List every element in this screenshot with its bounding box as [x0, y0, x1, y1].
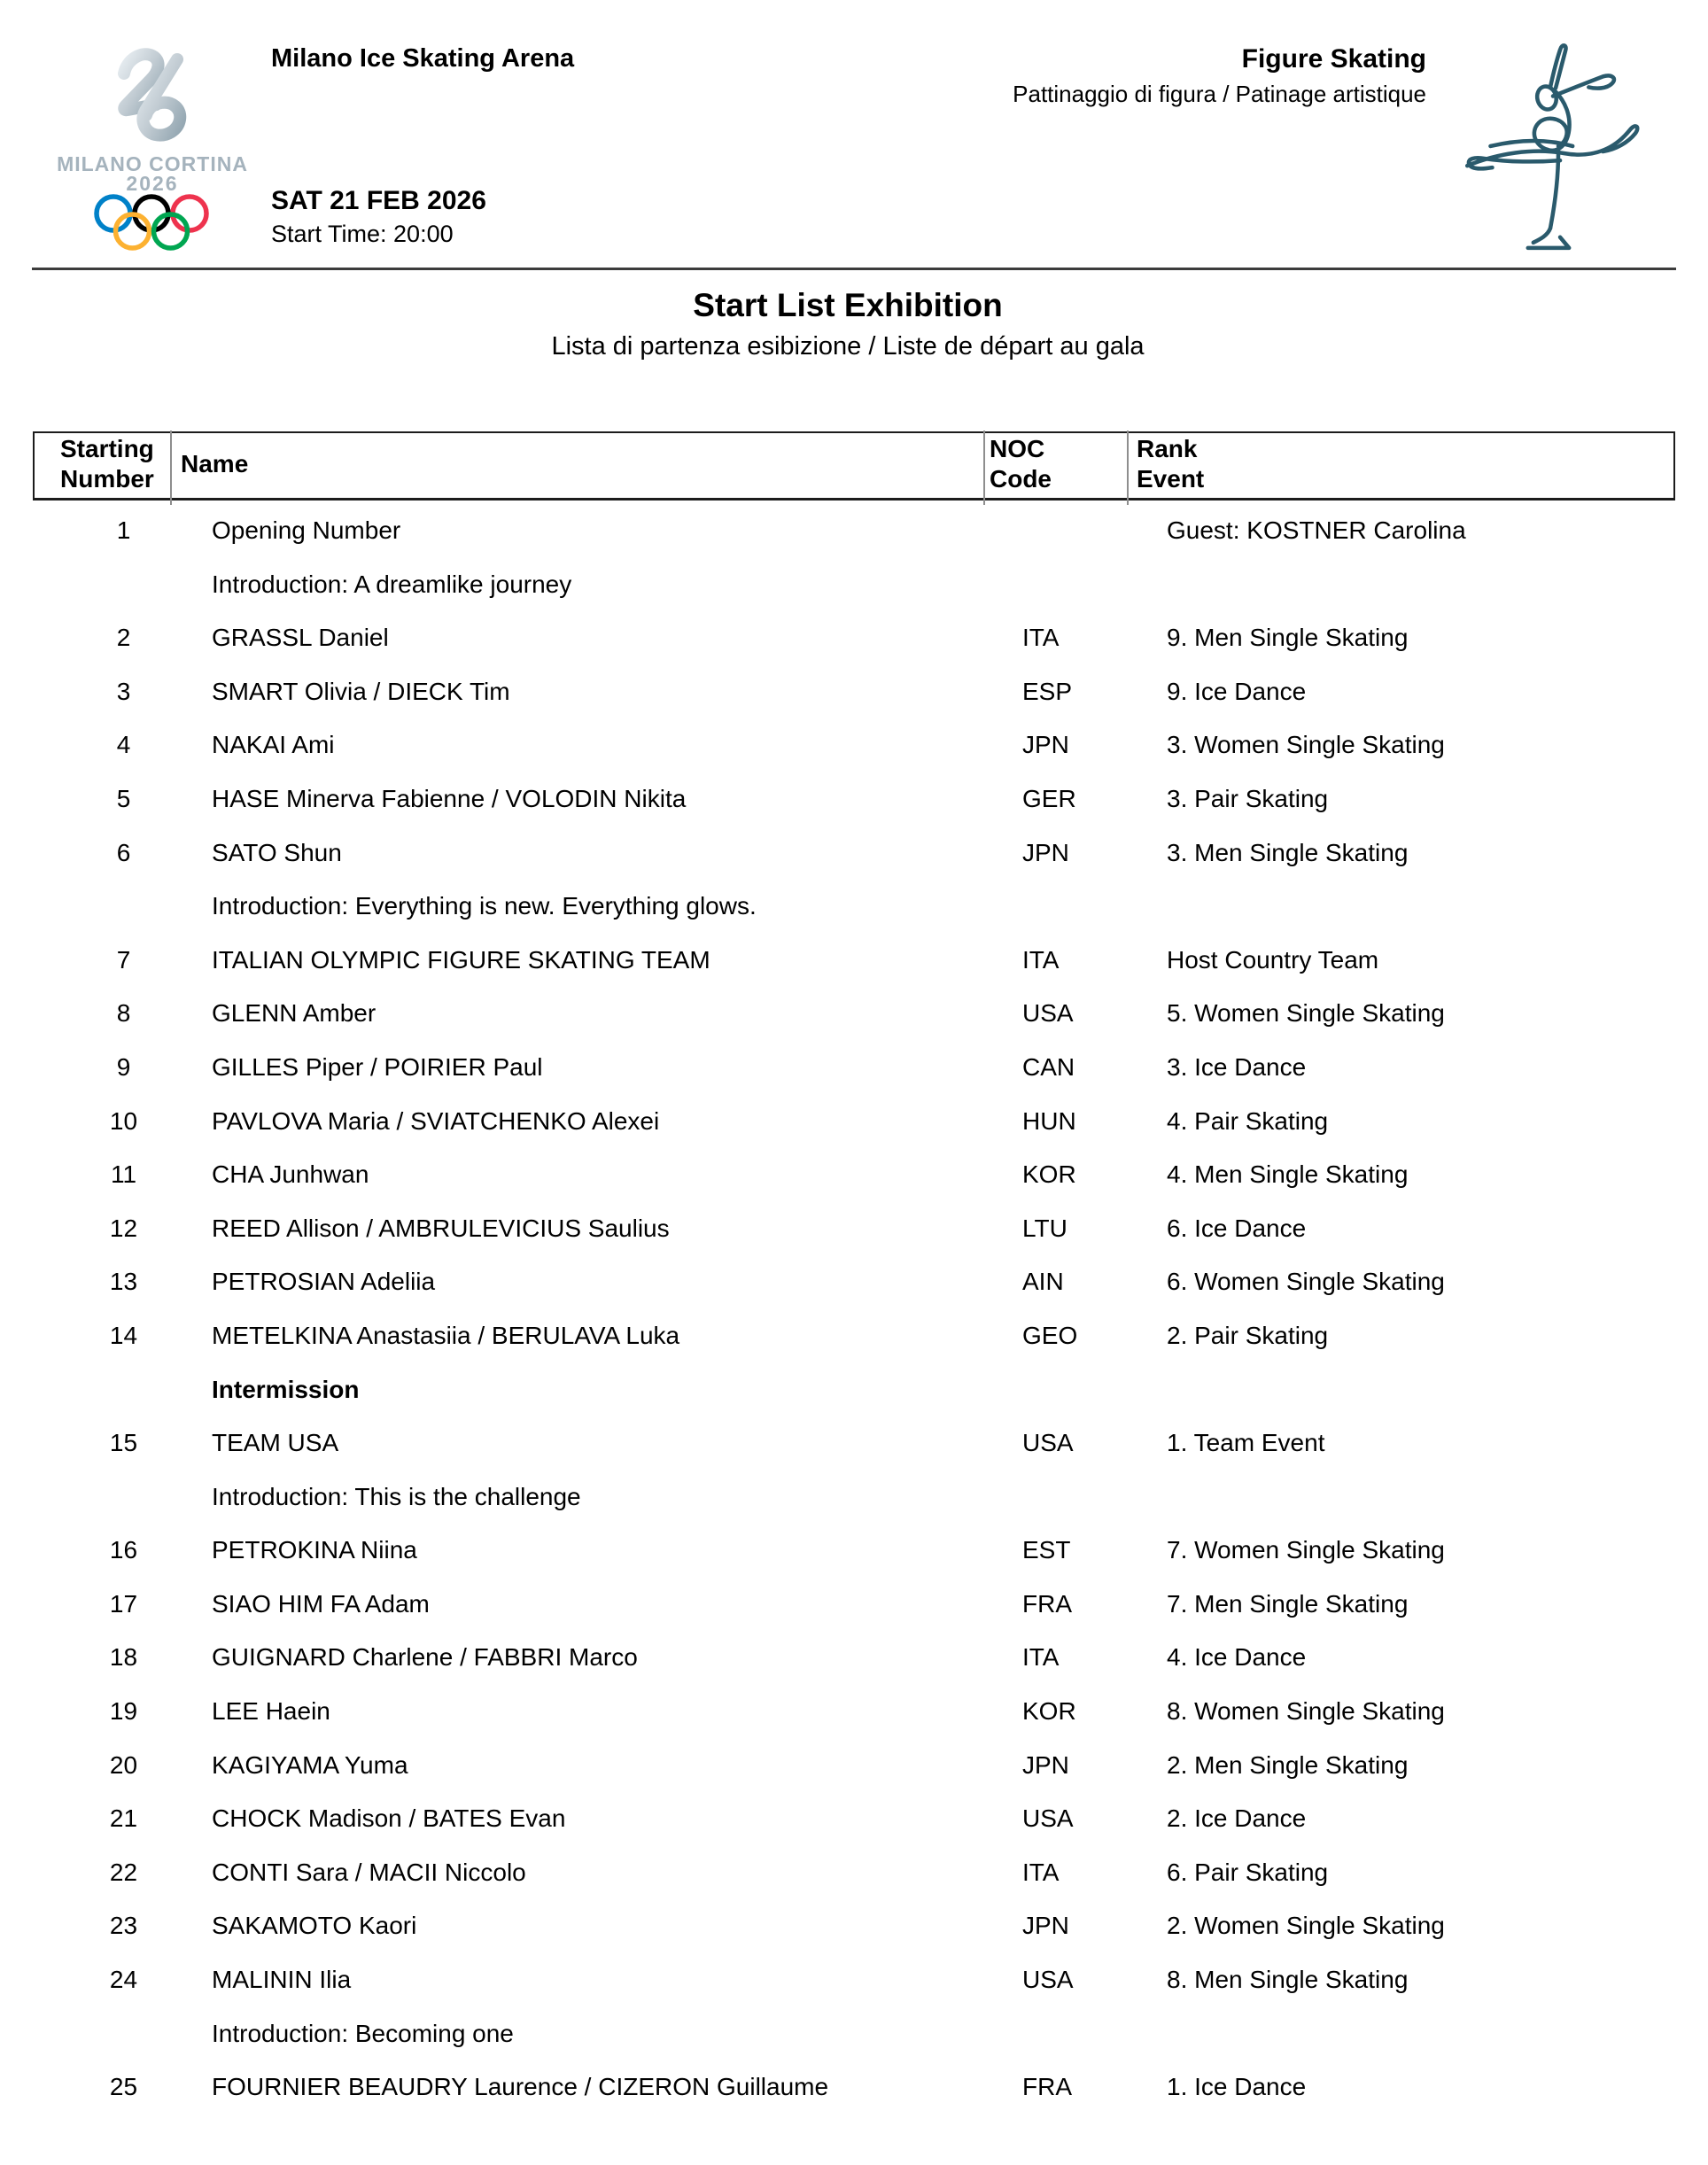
header-divider-rule	[32, 268, 1676, 270]
note-row	[33, 891, 1675, 945]
column-header-noc-code	[990, 434, 1052, 494]
name-cell: REED Allison / AMBRULEVICIUS Saulius	[212, 1214, 670, 1242]
rank-event-cell: 7. Women Single Skating	[1167, 1536, 1445, 1564]
starting-number-cell: 7	[116, 945, 131, 974]
starting-number-cell: 5	[116, 784, 131, 812]
noc-code-cell: KOR	[1022, 1160, 1076, 1189]
rank-event-cell: 3. Men Single Skating	[1167, 838, 1409, 866]
note-row	[33, 2019, 1675, 2073]
start-time: Start Time: 20:00	[271, 221, 454, 247]
name-cell: CONTI Sara / MACII Niccolo	[212, 1858, 526, 1886]
noc-code-cell: ITA	[1022, 945, 1060, 974]
name-cell: Introduction: This is the challenge	[212, 1482, 581, 1510]
column-header-line: Code	[990, 465, 1052, 493]
document-subtitle: Lista di partenza esibizione / Liste de départ au gala	[551, 332, 1145, 361]
table-row	[33, 1750, 1675, 1804]
starting-number-cell: 2	[116, 624, 131, 652]
noc-code-cell: CAN	[1022, 1052, 1075, 1081]
name-cell: Introduction: A dreamlike journey	[212, 570, 572, 598]
table-row	[33, 1428, 1675, 1482]
noc-code-cell: JPN	[1022, 731, 1069, 759]
noc-code-cell: AIN	[1022, 1268, 1064, 1296]
starting-number-cell: 14	[109, 1321, 138, 1349]
column-header-line: Number	[60, 465, 154, 493]
figure-skater-icon	[1458, 39, 1646, 262]
column-header-rank-event	[1137, 434, 1204, 494]
table-row	[33, 998, 1675, 1052]
table-row	[33, 1214, 1675, 1268]
starting-number-cell: 12	[109, 1214, 138, 1242]
starting-number-cell: 19	[109, 1697, 138, 1726]
name-cell: PAVLOVA Maria / SVIATCHENKO Alexei	[212, 1106, 660, 1135]
starting-number-cell: 20	[109, 1750, 138, 1779]
table-row	[33, 1267, 1675, 1321]
noc-code-cell: HUN	[1022, 1106, 1076, 1135]
starting-number-cell: 13	[109, 1268, 138, 1296]
discipline-title: Figure Skating	[1241, 44, 1426, 74]
name-cell: MALININ Ilia	[212, 1966, 352, 1994]
name-cell: SATO Shun	[212, 838, 342, 866]
noc-code-cell: GER	[1022, 784, 1076, 812]
name-cell: METELKINA Anastasiia / BERULAVA Luka	[212, 1321, 680, 1349]
starting-number-cell: 25	[109, 2073, 138, 2101]
column-header-line: Event	[1137, 465, 1205, 493]
starting-number-cell: 4	[116, 731, 131, 759]
table-row	[33, 1804, 1675, 1858]
milano-cortina-wordmark: MILANO CORTINA	[57, 152, 248, 175]
table-row	[33, 838, 1675, 892]
noc-code-cell: JPN	[1022, 1750, 1069, 1779]
noc-code-cell: ITA	[1022, 624, 1060, 652]
document-title: Start List Exhibition	[693, 287, 1003, 323]
starting-number-cell: 15	[109, 1429, 138, 1457]
noc-code-cell: JPN	[1022, 1912, 1069, 1940]
starting-number-cell: 17	[109, 1589, 138, 1618]
table-row	[33, 1642, 1675, 1696]
rank-event-cell: 2. Ice Dance	[1167, 1804, 1307, 1833]
starting-number-cell: 11	[110, 1160, 137, 1189]
rank-event-cell: 3. Ice Dance	[1167, 1052, 1307, 1081]
note-row	[33, 570, 1675, 624]
name-cell: TEAM USA	[212, 1429, 339, 1457]
name-cell: KAGIYAMA Yuma	[212, 1750, 408, 1779]
column-header-line: Rank	[1137, 435, 1198, 462]
noc-code-cell: ITA	[1022, 1643, 1060, 1672]
noc-code-cell: USA	[1022, 1966, 1074, 1994]
column-header-line: NOC	[990, 435, 1045, 462]
rank-event-cell: 3. Women Single Skating	[1167, 731, 1445, 759]
rank-event-cell: 6. Ice Dance	[1167, 1214, 1307, 1242]
table-row	[33, 2072, 1675, 2126]
rank-event-cell: 4. Ice Dance	[1167, 1643, 1307, 1672]
starting-number-cell: 6	[116, 838, 131, 866]
name-cell: PETROSIAN Adeliia	[212, 1268, 436, 1296]
name-cell: Opening Number	[212, 516, 401, 544]
rank-event-cell: 1. Team Event	[1167, 1429, 1325, 1457]
noc-code-cell: GEO	[1022, 1321, 1078, 1349]
rank-event-cell: 3. Pair Skating	[1167, 784, 1329, 812]
name-cell: GRASSL Daniel	[212, 624, 389, 652]
name-cell: FOURNIER BEAUDRY Laurence / CIZERON Guillaume	[212, 2073, 829, 2101]
noc-code-cell: ITA	[1022, 1858, 1060, 1886]
noc-code-cell: USA	[1022, 1804, 1074, 1833]
event-date: SAT 21 FEB 2026	[271, 186, 486, 215]
rank-event-cell: 6. Pair Skating	[1167, 1858, 1329, 1886]
column-separator	[1127, 431, 1129, 505]
rank-event-cell: Guest: KOSTNER Carolina	[1167, 516, 1466, 544]
starting-number-cell: 1	[116, 516, 131, 544]
rank-event-cell: 8. Women Single Skating	[1167, 1697, 1445, 1726]
rank-event-cell: 4. Men Single Skating	[1167, 1160, 1409, 1189]
table-row	[33, 1589, 1675, 1643]
rank-event-cell: 7. Men Single Skating	[1167, 1589, 1409, 1618]
name-cell: CHA Junhwan	[212, 1160, 369, 1189]
name-cell: GLENN Amber	[212, 999, 377, 1028]
venue-title: Milano Ice Skating Arena	[271, 44, 575, 73]
name-cell: SIAO HIM FA Adam	[212, 1589, 430, 1618]
table-row	[33, 784, 1675, 838]
name-cell: SMART Olivia / DIECK Tim	[212, 677, 510, 705]
rank-event-cell: 2. Women Single Skating	[1167, 1912, 1445, 1940]
noc-code-cell: USA	[1022, 999, 1074, 1028]
rank-event-cell: 4. Pair Skating	[1167, 1106, 1329, 1135]
starting-number-cell: 10	[109, 1106, 138, 1135]
rank-event-cell: 9. Men Single Skating	[1167, 624, 1409, 652]
discipline-subtitle: Pattinaggio di figura / Patinage artistique	[1013, 81, 1426, 107]
column-header-name	[181, 449, 248, 479]
table-row	[33, 1911, 1675, 1965]
start-list-body	[33, 516, 1675, 2126]
name-cell: HASE Minerva Fabienne / VOLODIN Nikita	[212, 784, 687, 812]
starting-number-cell: 22	[109, 1858, 138, 1886]
noc-code-cell: LTU	[1022, 1214, 1068, 1242]
name-cell: Introduction: Becoming one	[212, 2019, 514, 2047]
column-header-line: Name	[181, 450, 249, 477]
table-row	[33, 1160, 1675, 1214]
rank-event-cell: 1. Ice Dance	[1167, 2073, 1307, 2101]
table-row	[33, 1696, 1675, 1750]
noc-code-cell: ESP	[1022, 677, 1073, 705]
name-cell: LEE Haein	[212, 1697, 330, 1726]
milano-cortina-year: 2026	[126, 172, 179, 195]
starting-number-cell: 23	[109, 1912, 138, 1940]
name-cell: Intermission	[212, 1375, 360, 1403]
column-separator	[170, 431, 172, 505]
name-cell: PETROKINA Niina	[212, 1536, 417, 1564]
rank-event-cell: 2. Pair Skating	[1167, 1321, 1329, 1349]
table-row	[33, 623, 1675, 677]
rank-event-cell: 8. Men Single Skating	[1167, 1966, 1409, 1994]
rank-event-cell: 6. Women Single Skating	[1167, 1268, 1445, 1296]
name-cell: ITALIAN OLYMPIC FIGURE SKATING TEAM	[212, 945, 710, 974]
table-row	[33, 677, 1675, 731]
noc-code-cell: FRA	[1022, 2073, 1072, 2101]
name-cell: GUIGNARD Charlene / FABBRI Marco	[212, 1643, 638, 1672]
starting-number-cell: 24	[109, 1966, 138, 1994]
name-cell: GILLES Piper / POIRIER Paul	[212, 1052, 543, 1081]
name-cell: NAKAI Ami	[212, 731, 335, 759]
name-cell: CHOCK Madison / BATES Evan	[212, 1804, 566, 1833]
milano-cortina-26-logo	[97, 39, 213, 156]
table-row	[33, 730, 1675, 784]
table-row	[33, 1965, 1675, 2019]
starting-number-cell: 3	[116, 677, 131, 705]
column-separator	[983, 431, 985, 505]
noc-code-cell: JPN	[1022, 838, 1069, 866]
rank-event-cell: 2. Men Single Skating	[1167, 1750, 1409, 1779]
column-header-line: Starting	[60, 435, 154, 462]
starting-number-cell: 18	[109, 1643, 138, 1672]
table-row	[33, 1052, 1675, 1106]
noc-code-cell: FRA	[1022, 1589, 1072, 1618]
table-row	[33, 945, 1675, 999]
section-row	[33, 1375, 1675, 1429]
rank-event-cell: 9. Ice Dance	[1167, 677, 1307, 705]
table-row	[33, 1858, 1675, 1912]
note-row	[33, 1482, 1675, 1536]
table-header	[33, 431, 1675, 501]
table-row	[33, 1321, 1675, 1375]
name-cell: Introduction: Everything is new. Everything glows.	[212, 892, 757, 920]
noc-code-cell: KOR	[1022, 1697, 1076, 1726]
starting-number-cell: 21	[109, 1804, 138, 1833]
rank-event-cell: Host Country Team	[1167, 945, 1379, 974]
column-header-starting-number	[60, 434, 154, 494]
table-row	[33, 1535, 1675, 1589]
noc-code-cell: EST	[1022, 1536, 1071, 1564]
noc-code-cell: USA	[1022, 1429, 1074, 1457]
starting-number-cell: 16	[109, 1536, 138, 1564]
name-cell: SAKAMOTO Kaori	[212, 1912, 417, 1940]
table-row	[33, 1106, 1675, 1160]
starting-number-cell: 9	[116, 1052, 131, 1081]
starting-number-cell: 8	[116, 999, 131, 1028]
rank-event-cell: 5. Women Single Skating	[1167, 999, 1445, 1028]
table-row	[33, 516, 1675, 570]
olympic-rings-icon	[94, 194, 209, 252]
